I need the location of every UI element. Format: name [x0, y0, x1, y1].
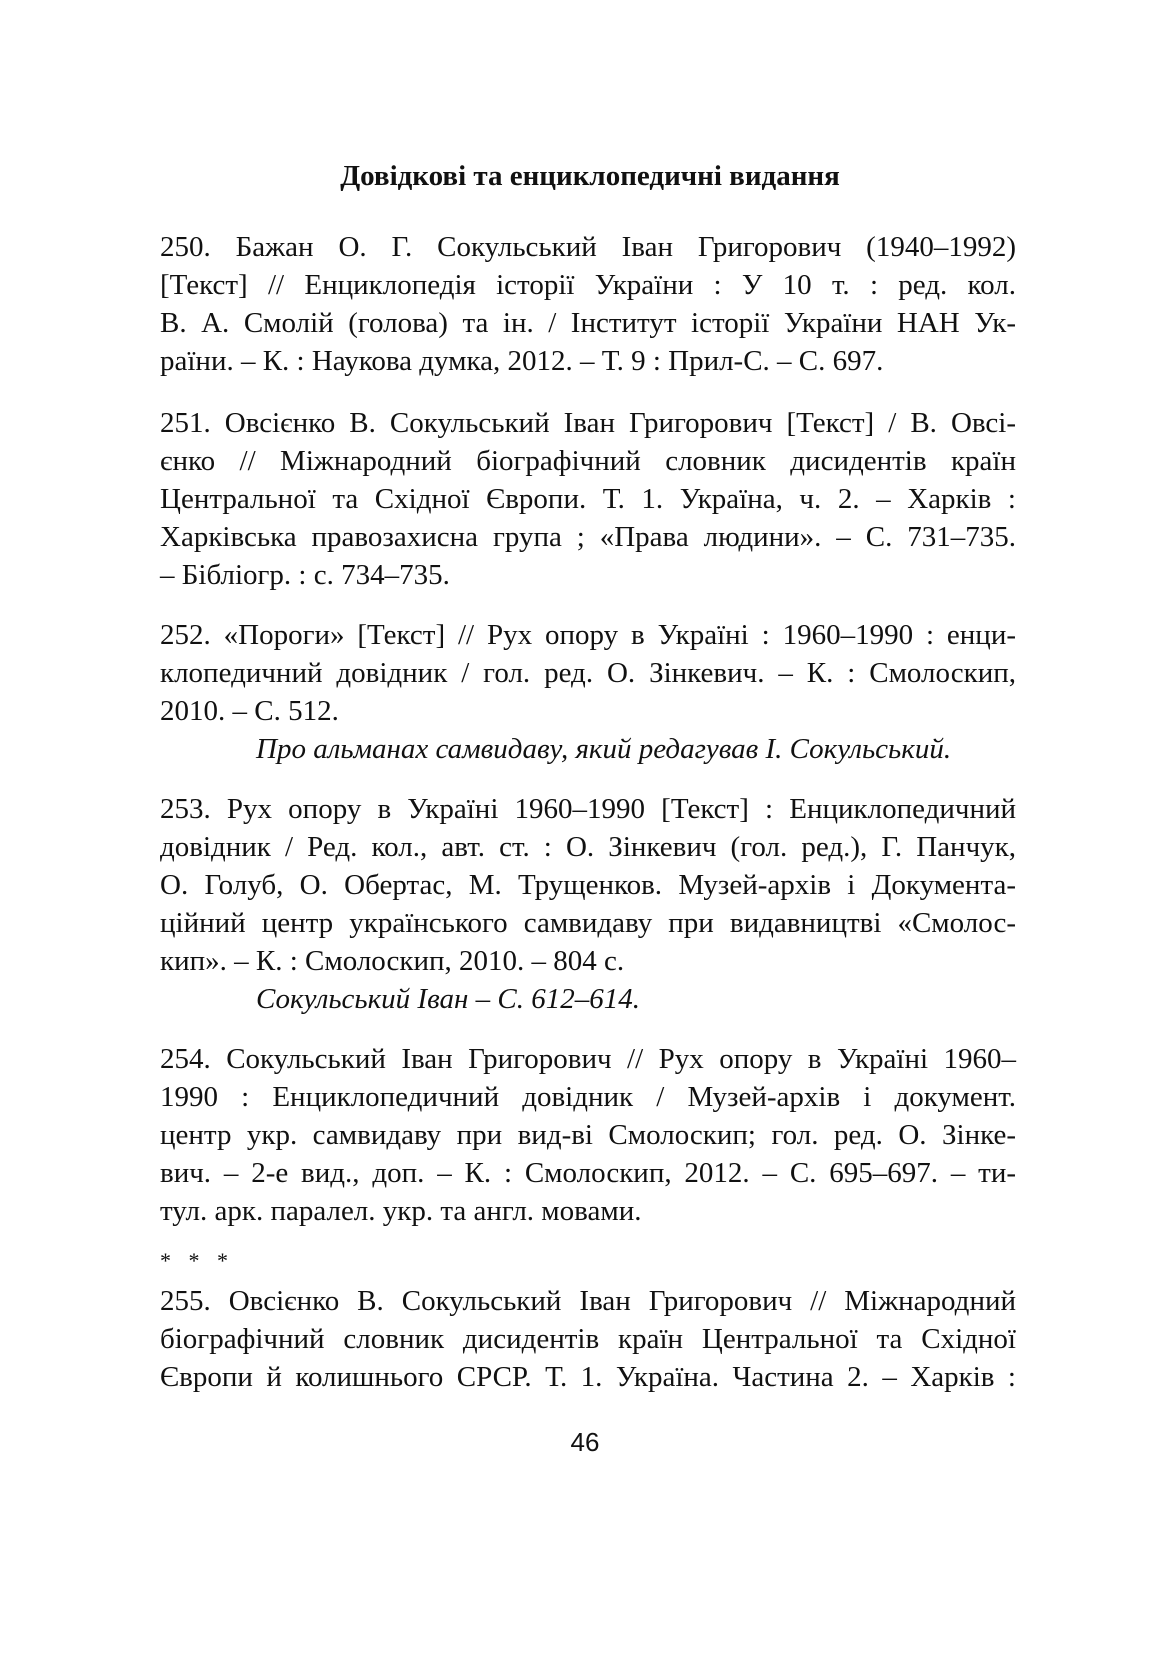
bibliography-entry-255 [160, 1282, 1016, 1396]
entry-line: раїни. – К. : Наукова думка, 2012. – Т. 9 : Прил-С. – С. 697. [160, 345, 884, 377]
entry-line: Харківська правозахисна група ; «Права людини». – С. 731–735. [160, 521, 1016, 553]
bibliography-entry-253 [160, 790, 1016, 1018]
entry-line: Європи й колишнього СРСР. Т. 1. Україна. Частина 2. – Харків : [160, 1361, 1016, 1393]
entry-note: Сокульський Іван – С. 612–614. [256, 983, 640, 1015]
entry-line: центр укр. самвидаву при вид-ві Смолоскип; гол. ред. О. Зінке- [160, 1119, 1016, 1151]
entry-line: біографічний словник дисидентів країн Центральної та Східної [160, 1323, 1016, 1355]
entry-line: тул. арк. паралел. укр. та англ. мовами. [160, 1195, 642, 1227]
bibliography-entry-252 [160, 616, 1016, 768]
entry-line: клопедичний довідник / гол. ред. О. Зінкевич. – К. : Смолоскип, [160, 657, 1016, 689]
entry-line: 253. Рух опору в Україні 1960–1990 [Текст] : Енциклопедичний [160, 793, 1016, 825]
entry-line: довідник / Ред. кол., авт. ст. : О. Зінкевич (гол. ред.), Г. Панчук, [160, 831, 1016, 863]
entry-line: єнко // Міжнародний біографічний словник дисидентів країн [160, 445, 1016, 477]
entry-line: – Бібліогр. : с. 734–735. [160, 559, 450, 591]
entry-line: 250. Бажан О. Г. Сокульський Іван Григорович (1940–1992) [160, 231, 1016, 263]
entry-line: 255. Овсієнко В. Сокульський Іван Григорович // Міжнародний [160, 1285, 1016, 1317]
entry-line: Центральної та Східної Європи. Т. 1. Україна, ч. 2. – Харків : [160, 483, 1016, 515]
page-number: 46 [570, 1427, 600, 1457]
entry-line: 251. Овсієнко В. Сокульський Іван Григорович [Текст] / В. Овсі- [160, 407, 1016, 439]
entry-line: вич. – 2-е вид., доп. – К. : Смолоскип, 2012. – С. 695–697. – ти- [160, 1157, 1016, 1189]
bibliography-entry-250 [160, 228, 1016, 380]
entry-line: кип». – К. : Смолоскип, 2010. – 804 с. [160, 945, 625, 977]
bibliography-entry-254 [160, 1040, 1016, 1230]
bibliography-entry-251 [160, 404, 1016, 594]
entry-line: 1990 : Енциклопедичний довідник / Музей-архів і документ. [160, 1081, 1016, 1113]
entry-line: 252. «Пороги» [Текст] // Рух опору в Україні : 1960–1990 : енци- [160, 619, 1016, 651]
section-separator: * * * [160, 1248, 234, 1273]
entry-note: Про альманах самвидаву, який редагував І. Сокульський. [256, 733, 952, 765]
entry-line: 2010. – С. 512. [160, 695, 339, 727]
entry-line: ційний центр українського самвидаву при видавництві «Смолос- [160, 907, 1016, 939]
entry-line: 254. Сокульський Іван Григорович // Рух опору в Україні 1960– [160, 1043, 1016, 1075]
entry-line: О. Голуб, О. Обертас, М. Трущенков. Музей-архів і Документа- [160, 869, 1016, 901]
entry-line: [Текст] // Енциклопедія історії України : У 10 т. : ред. кол. [160, 269, 1016, 301]
section-title: Довідкові та енциклопедичні видання [340, 160, 840, 192]
entry-line: В. А. Смолій (голова) та ін. / Інститут історії України НАН Ук- [160, 307, 1016, 339]
